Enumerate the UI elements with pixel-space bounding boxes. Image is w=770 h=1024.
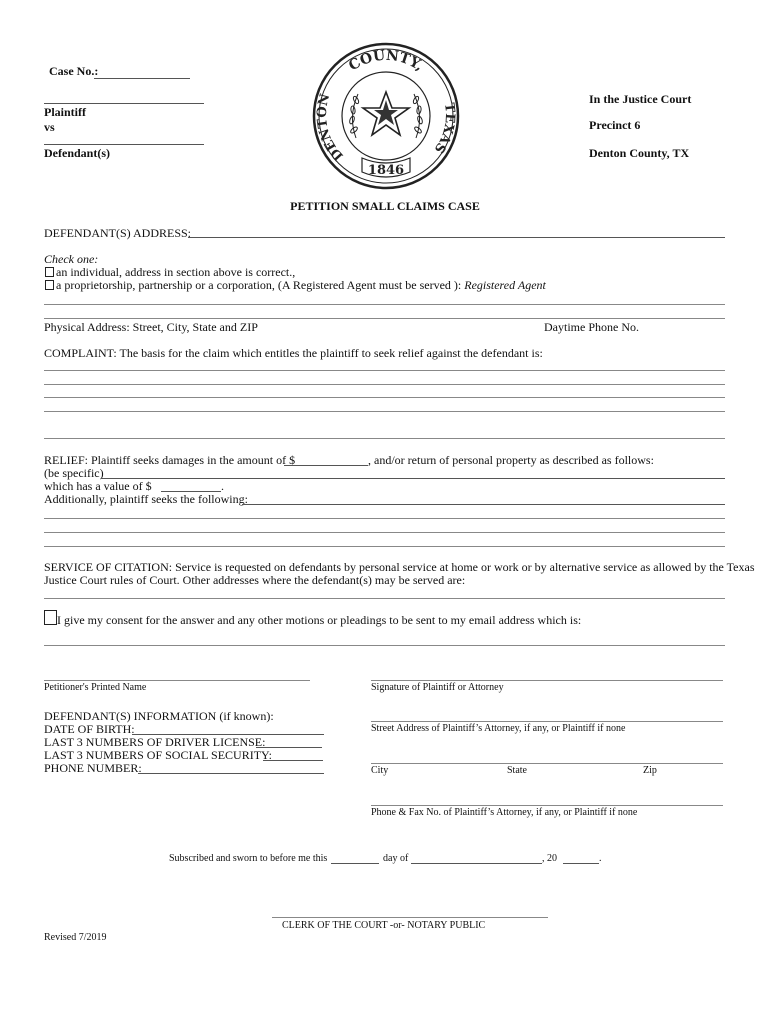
svg-text:TEXAS <box>431 102 457 156</box>
sworn-period: . <box>599 853 602 864</box>
complaint-line-2[interactable] <box>44 384 725 385</box>
court-county: Denton County, TX <box>589 146 690 160</box>
sworn-day-of-label: day of <box>383 853 409 864</box>
corporation-option-text: a proprietorship, partnership or a corporation, (A Registered Agent must be served ): <box>56 278 462 292</box>
complaint-line-3[interactable] <box>44 397 725 398</box>
printed-name-field[interactable] <box>44 680 310 681</box>
relief-line-3[interactable] <box>44 546 725 547</box>
sworn-label: Subscribed and sworn to before me this <box>169 853 328 864</box>
registered-agent-field[interactable] <box>44 304 725 305</box>
sworn-year-label: , 20 <box>542 853 557 864</box>
complaint-line-5[interactable] <box>44 438 725 439</box>
complaint-label: COMPLAINT: The basis for the claim which entitles the plaintiff to seek relief against the defendant is: <box>44 346 543 360</box>
individual-option-label: an individual, address in section above is correct., <box>56 265 296 279</box>
physical-address-field[interactable] <box>44 318 725 319</box>
state-label: State <box>507 765 527 776</box>
check-one-label: Check one: <box>44 252 99 266</box>
street-address-label: Street Address of Plaintiff’s Attorney, if any, or Plaintiff if none <box>371 723 626 734</box>
sworn-day-field[interactable] <box>331 863 379 864</box>
be-specific-label: (be specific) <box>44 466 104 480</box>
corporation-option-label <box>56 278 546 293</box>
case-no-field[interactable] <box>94 78 190 79</box>
additional-relief-label: Additionally, plaintiff seeks the following: <box>44 492 248 506</box>
seal-year: 1846 <box>367 163 405 178</box>
vs-label: vs <box>44 120 55 134</box>
service-line-2: Justice Court rules of Court. Other addresses where the defendant(s) may be served are: <box>44 573 466 587</box>
seal-text-left: DENTON <box>314 92 347 164</box>
relief-line-2[interactable] <box>44 532 725 533</box>
phone-fax-label: Phone & Fax No. of Plaintiff’s Attorney, if any, or Plaintiff if none <box>371 807 638 818</box>
court-name: In the Justice Court <box>589 92 692 106</box>
sworn-year-field[interactable] <box>563 863 599 864</box>
defendant-address-label: DEFENDANT(S) ADDRESS: <box>44 226 192 240</box>
plaintiff-label: Plaintiff <box>44 105 86 119</box>
individual-checkbox[interactable] <box>45 267 54 277</box>
drivers-license-label: LAST 3 NUMBERS OF DRIVER LICENSE: <box>44 735 266 749</box>
city-label: City <box>371 765 389 776</box>
corporation-checkbox[interactable] <box>45 280 54 290</box>
relief-property-label: , and/or return of personal property as described as follows: <box>368 453 654 467</box>
svg-text:DENTON <box>315 92 347 163</box>
relief-label: RELIEF: Plaintiff seeks damages in the amount of $ <box>44 453 296 467</box>
defendant-field[interactable] <box>44 144 204 145</box>
email-consent-label: I give my consent for the answer and any other motions or pleadings to be sent to my email address which is: <box>57 613 582 627</box>
property-value-label: which has a value of $ <box>44 479 152 493</box>
defendants-label: Defendant(s) <box>44 146 110 160</box>
sworn-month-field[interactable] <box>411 863 542 864</box>
signature-field[interactable] <box>371 680 723 681</box>
complaint-line-4[interactable] <box>44 411 725 412</box>
damages-amount-field[interactable] <box>284 465 368 466</box>
revised-date: Revised 7/2019 <box>44 932 107 943</box>
ssn-field[interactable] <box>263 760 323 761</box>
svg-text:COUNTY, <box>346 48 426 75</box>
registered-agent-label: Registered Agent <box>464 278 546 292</box>
complaint-line-1[interactable] <box>44 370 725 371</box>
ssn-label: LAST 3 NUMBERS OF SOCIAL SECURITY: <box>44 748 272 762</box>
printed-name-label: Petitioner's Printed Name <box>44 682 147 693</box>
dob-label: DATE OF BIRTH: <box>44 722 135 736</box>
property-description-field[interactable] <box>101 478 725 479</box>
service-line-1: SERVICE OF CITATION: Service is requested on defendants by personal service at home or work or by alternative service as allowed by the Texas <box>44 560 755 574</box>
defendant-address-field[interactable] <box>188 237 725 238</box>
phone-number-field[interactable] <box>138 773 324 774</box>
clerk-label: CLERK OF THE COURT -or- NOTARY PUBLIC <box>282 920 486 931</box>
additional-relief-field[interactable] <box>242 504 725 505</box>
defendant-info-heading: DEFENDANT(S) INFORMATION (if known): <box>44 709 274 723</box>
zip-label: Zip <box>643 765 657 776</box>
property-value-period: . <box>221 479 224 493</box>
relief-line-1[interactable] <box>44 518 725 519</box>
phone-number-label: PHONE NUMBER: <box>44 761 142 775</box>
court-precinct: Precinct 6 <box>589 118 641 132</box>
seal-text-top: COUNTY, <box>346 47 427 75</box>
phone-fax-field[interactable] <box>371 805 723 806</box>
service-address-field[interactable] <box>44 598 725 599</box>
city-state-zip-field[interactable] <box>371 763 723 764</box>
clerk-signature-field[interactable] <box>272 917 548 918</box>
physical-address-label: Physical Address: Street, City, State and ZIP <box>44 320 258 334</box>
seal-text-right: TEXAS <box>430 102 458 156</box>
plaintiff-field[interactable] <box>44 103 204 104</box>
signature-label: Signature of Plaintiff or Attorney <box>371 682 504 693</box>
page-title: PETITION SMALL CLAIMS CASE <box>290 199 480 213</box>
daytime-phone-label: Daytime Phone No. <box>544 320 639 334</box>
email-consent-checkbox[interactable] <box>44 610 57 625</box>
email-address-field[interactable] <box>44 645 725 646</box>
street-address-field[interactable] <box>371 721 723 722</box>
county-seal-logo <box>312 42 460 190</box>
case-no-label: Case No.: <box>49 64 99 78</box>
